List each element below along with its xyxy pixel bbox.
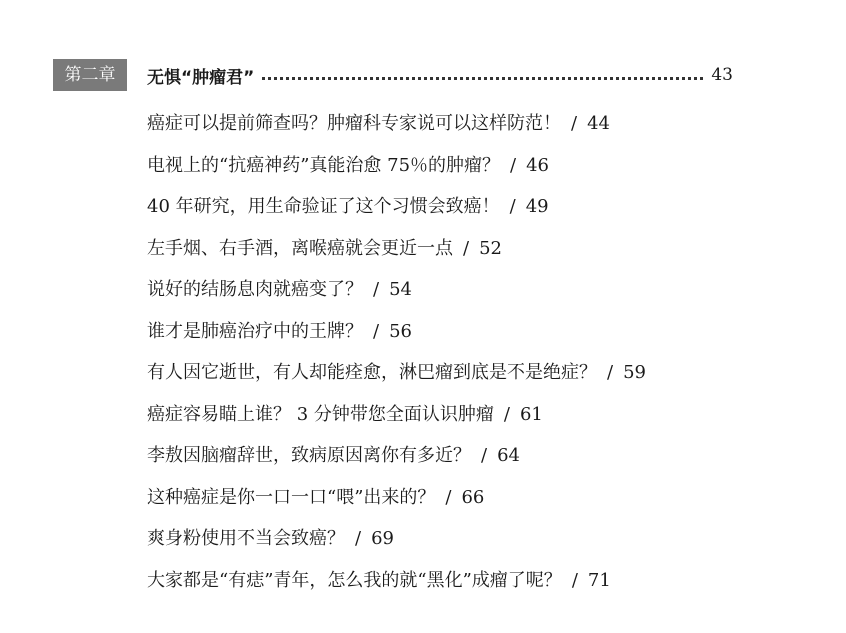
toc-entry-page-number: 44 xyxy=(587,113,610,134)
dot-leader xyxy=(262,77,703,80)
toc-entry-separator: / xyxy=(355,528,362,549)
toc-entry-title: 这种癌症是你一口一口“喂”出来的？ xyxy=(147,486,436,508)
toc-entry xyxy=(147,477,646,519)
toc-entry xyxy=(147,435,646,477)
toc-entry-page-number: 46 xyxy=(526,154,550,176)
toc-entry xyxy=(147,394,646,436)
toc-entry-title: 癌症容易瞄上谁？ 3 分钟带您全面认识肿瘤 xyxy=(147,403,494,425)
toc-entry xyxy=(147,269,646,311)
toc-entry xyxy=(147,311,646,353)
toc-entry-separator: / xyxy=(607,362,614,383)
toc-entry-page-number: 49 xyxy=(525,196,549,217)
toc-entry xyxy=(147,186,646,228)
chapter-page-number: 43 xyxy=(711,65,733,85)
toc-entry-title: 40 年研究，用生命验证了这个习惯会致癌！ xyxy=(147,196,500,217)
toc-entry-title: 爽身粉使用不当会致癌？ xyxy=(147,528,345,549)
toc-entry-separator: / xyxy=(481,445,488,466)
toc-entry xyxy=(147,352,646,394)
toc-entry-separator: / xyxy=(510,154,517,176)
toc-entry-list xyxy=(147,103,646,601)
toc-entry-page-number: 69 xyxy=(371,528,394,549)
toc-entry-page-number: 61 xyxy=(519,403,543,425)
toc-entry-title: 电视上的“抗癌神药”真能治愈 75％的肿瘤？ xyxy=(147,154,501,176)
toc-entry-page-number: 59 xyxy=(623,362,646,383)
toc-entry-title: 左手烟、右手酒，离喉癌就会更近一点 xyxy=(147,237,453,259)
toc-entry xyxy=(147,560,646,602)
toc-entry-title: 谁才是肺癌治疗中的王牌？ xyxy=(147,320,363,342)
toc-entry-title: 说好的结肠息肉就癌变了？ xyxy=(147,279,363,300)
toc-entry-page-number: 64 xyxy=(497,445,520,466)
toc-entry-page-number: 66 xyxy=(461,486,485,508)
toc-entry-separator: / xyxy=(571,113,578,134)
chapter-label: 第二章 xyxy=(53,59,127,91)
toc-entry-page-number: 54 xyxy=(389,279,412,300)
chapter-heading xyxy=(53,58,753,92)
toc-entry-page-number: 56 xyxy=(389,320,412,342)
toc-entry-title: 有人因它逝世，有人却能痊愈，淋巴瘤到底是不是绝症？ xyxy=(147,362,597,383)
toc-entry-page-number: 52 xyxy=(479,237,502,259)
toc-entry-separator: / xyxy=(509,196,516,217)
toc-entry xyxy=(147,145,646,187)
toc-entry-title: 李敖因脑瘤辞世，致病原因离你有多近？ xyxy=(147,445,471,466)
toc-entry-separator: / xyxy=(445,486,452,508)
toc-entry xyxy=(147,518,646,560)
toc-entry-separator: / xyxy=(571,569,578,591)
toc-entry xyxy=(147,103,646,145)
toc-entry-separator: / xyxy=(373,320,380,342)
chapter-title: 无惧“肿瘤君” xyxy=(147,67,255,88)
toc-entry-separator: / xyxy=(373,279,380,300)
toc-entry-page-number: 71 xyxy=(587,569,611,591)
toc-entry xyxy=(147,228,646,270)
toc-entry-separator: / xyxy=(463,237,470,259)
toc-entry-title: 癌症可以提前筛查吗？肿瘤科专家说可以这样防范！ xyxy=(147,113,561,134)
toc-entry-separator: / xyxy=(503,403,510,425)
toc-entry-title: 大家都是“有痣”青年，怎么我的就“黑化”成瘤了呢？ xyxy=(147,569,562,591)
